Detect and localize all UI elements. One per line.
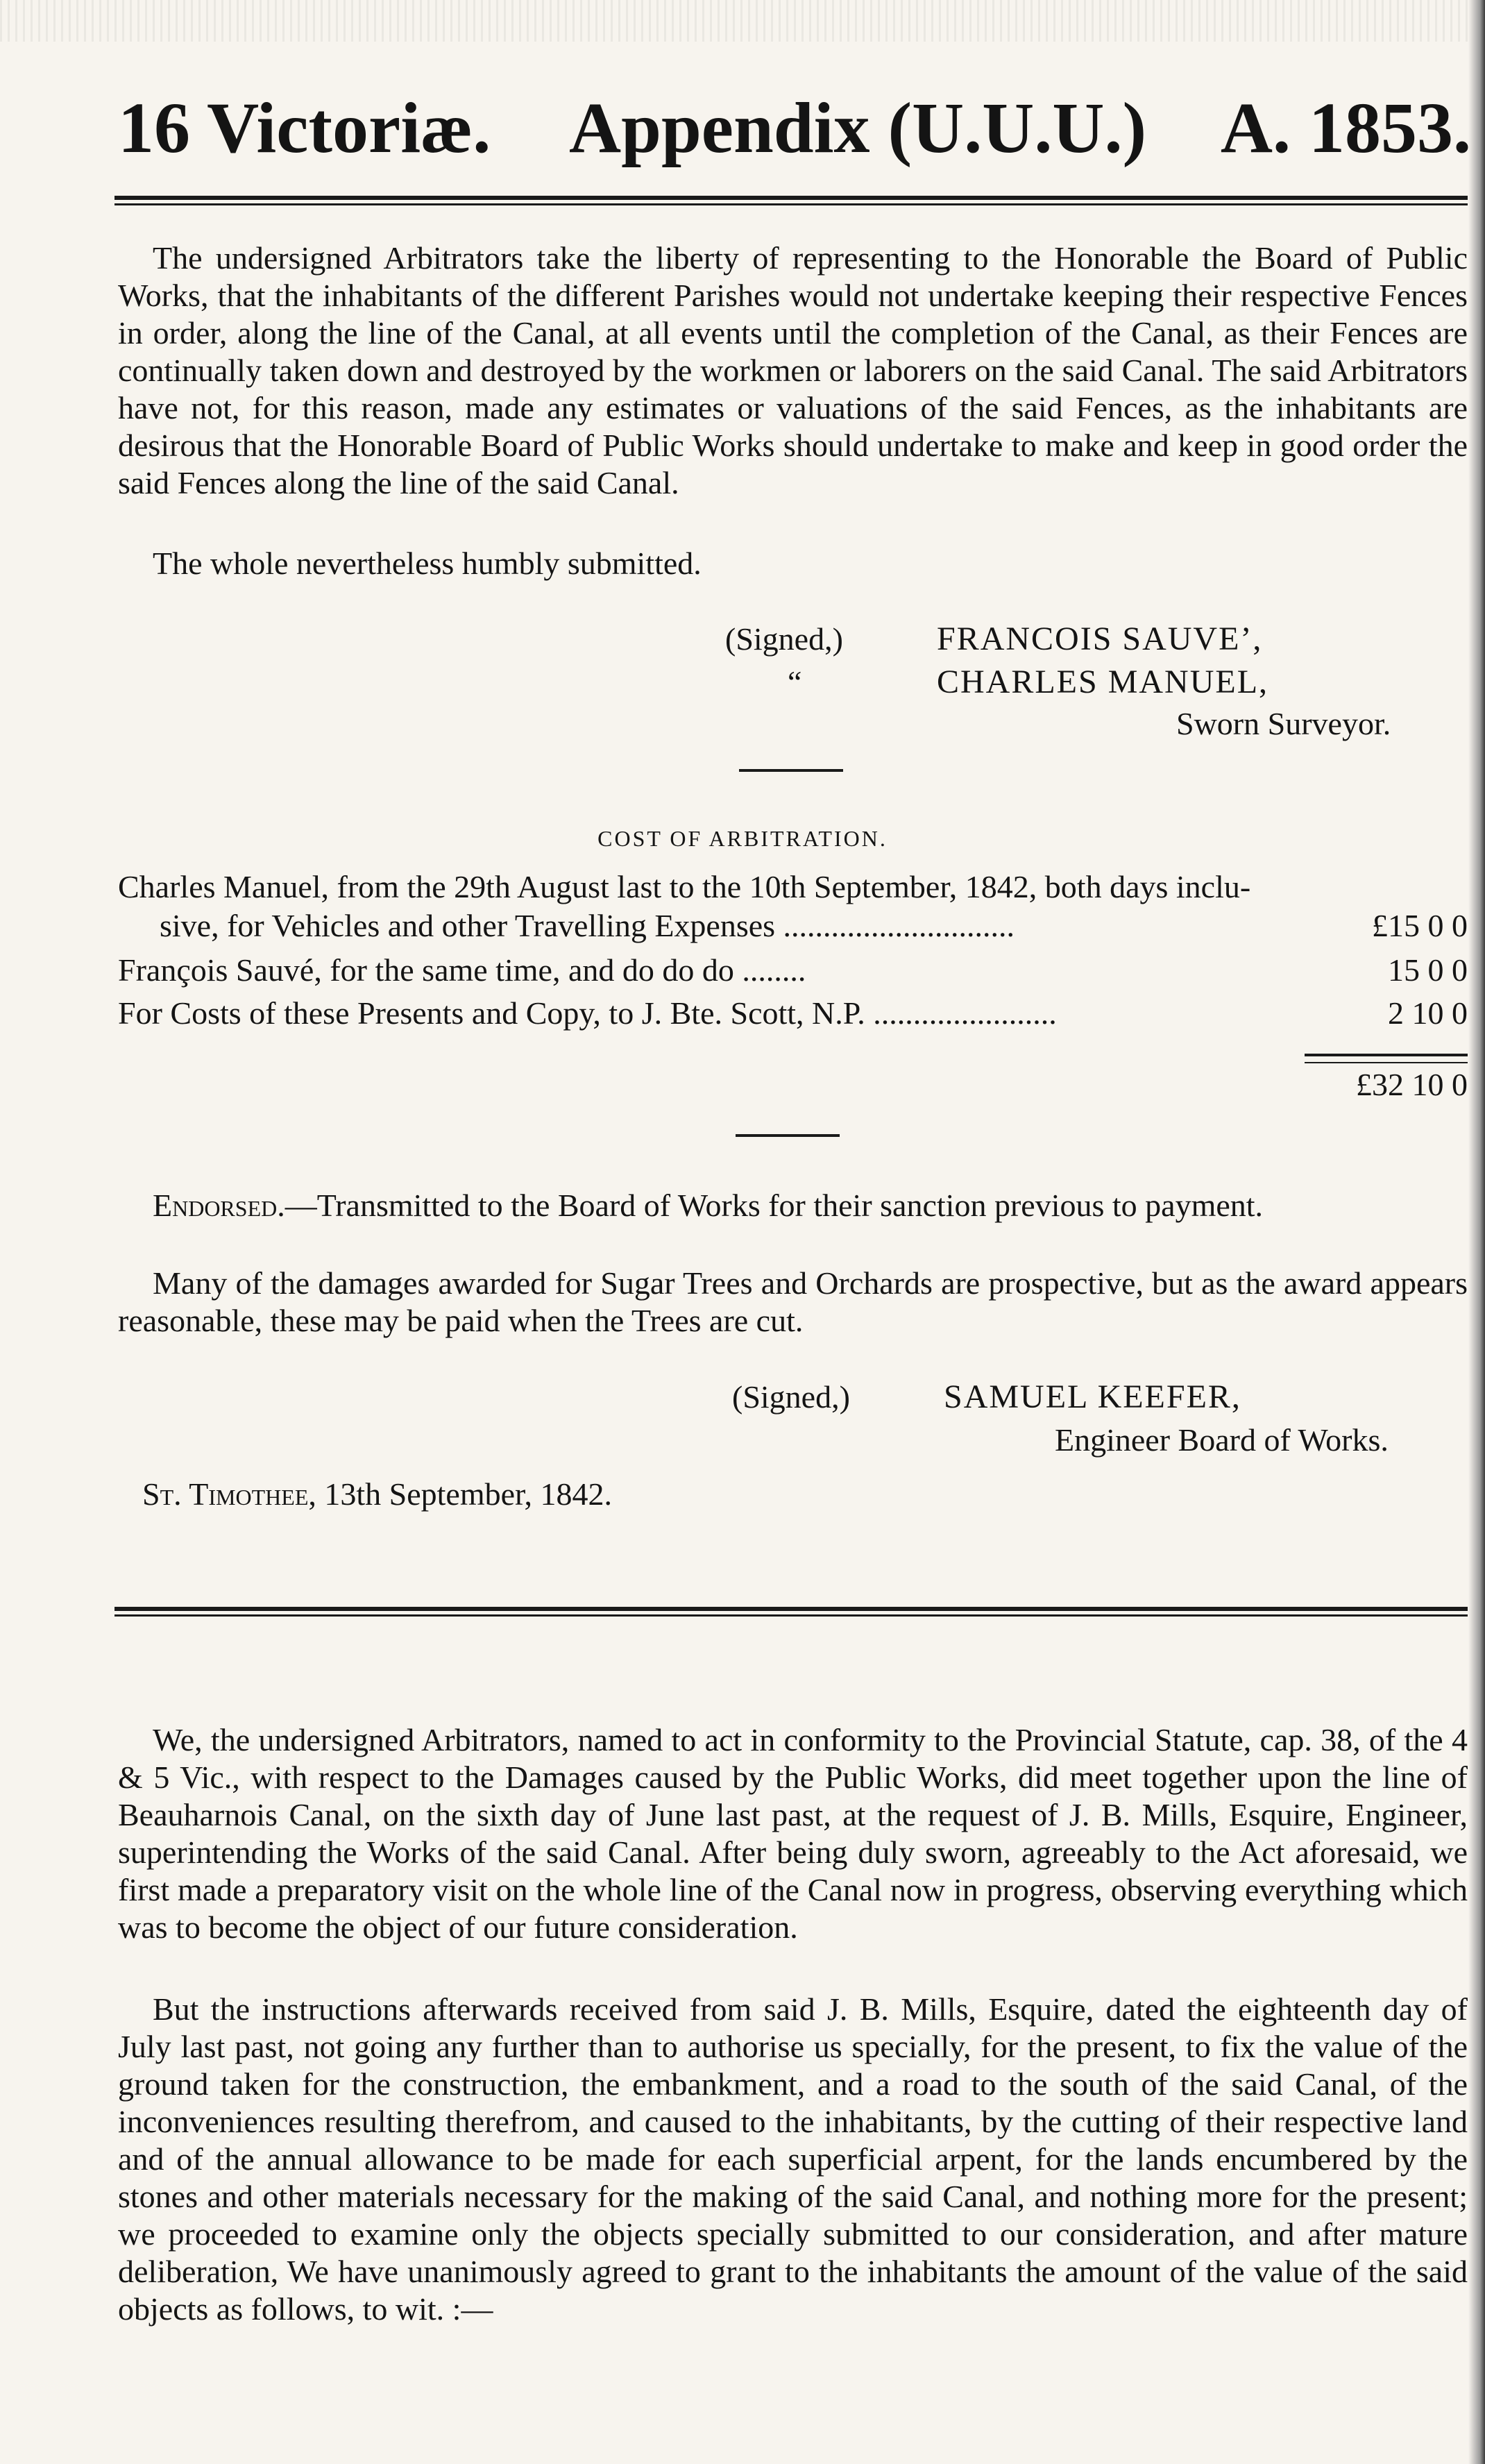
- paragraph-submitted-text: The whole nevertheless humbly submitted.: [153, 546, 702, 581]
- paragraph-fences-text: The undersigned Arbitrators take the liberty of representing to the Honorable the Board of Public Works, that the inhabitants of the different Parishes would not undertake keeping their respective Fences in order, along the line of the Canal, at all events until the completion of the Canal, as their Fences are continually taken down and destroyed by the workmen or laborers on the said Canal. The said Arbitrators have not, for this reason, made any estimates or valuations of the said Fences, as the inhabitants are desirous that the Honorable Board of Public Works should undertake to make and keep in good order the said Fences along the line of the said Canal.: [118, 240, 1468, 500]
- running-header: [118, 76, 1471, 180]
- signatory-keefer: SAMUEL KEEFER,: [944, 1378, 1241, 1415]
- total-rule: [1305, 1054, 1468, 1063]
- cost-amount-copy: 2 10 0: [1388, 995, 1468, 1031]
- cost-line-sauve: François Sauvé, for the same time, and do do do ........: [118, 952, 806, 988]
- header-appendix: Appendix (U.U.U.): [569, 88, 1147, 168]
- cost-amount-manuel: £15 0 0: [1372, 908, 1468, 943]
- dateline-date: 13th September, 1842.: [316, 1476, 613, 1512]
- signatory-keefer-title: Engineer Board of Works.: [1055, 1422, 1389, 1458]
- paragraph-submitted: [118, 545, 1468, 582]
- endorsed-text: —Transmitted to the Board of Works for their sanction previous to payment.: [285, 1188, 1264, 1223]
- section-divider-2: [736, 1134, 840, 1137]
- signed-label: (Signed,): [725, 621, 843, 657]
- signed-label-2: (Signed,): [732, 1379, 850, 1415]
- dateline: [142, 1475, 612, 1514]
- cost-total: £32 10 0: [1356, 1067, 1468, 1102]
- paragraph-fences: [118, 239, 1468, 502]
- signatory-sauve: FRANCOIS SAUVE’,: [937, 621, 1263, 657]
- paper-speckle: [0, 0, 1485, 42]
- paragraph-endorsed: [118, 1187, 1468, 1224]
- dateline-place: St. Timothee,: [142, 1476, 316, 1512]
- header-rule: [114, 196, 1468, 205]
- paragraph-instructions-text: But the instructions afterwards received from said J. B. Mills, Esquire, dated the eighteenth day of July last past, not going any further than to authorise us specially, for the present, to fix the value of the ground taken for the construction, the embankment, and a road to the south of the said Canal, of the inconveniences resulting therefrom, and caused to the inhabitants, by the cutting of their respective land and of the annual allowance to be made for each superficial arpent, for the lands encumbered by the stones and other materials necessary for the making of the said Canal, and nothing more for the present; we proceeded to examine only the objects specially submitted to our consideration, and after mature deliberation, We have unanimously agreed to grant to the inhabitants the amount of the value of the said objects as follows, to wit. :—: [118, 1991, 1468, 2327]
- endorsed-label: Endorsed.: [153, 1188, 285, 1223]
- paragraph-arbitrators: [118, 1721, 1468, 1946]
- header-regnal-year: 16 Victoriæ.: [118, 88, 491, 168]
- cost-line-copy: For Costs of these Presents and Copy, to J. Bte. Scott, N.P. .......................: [118, 995, 1057, 1031]
- page-edge-shadow: [1468, 0, 1485, 2464]
- paragraph-damages-text: Many of the damages awarded for Sugar Trees and Orchards are prospective, but as the award appears reasonable, these may be paid when the Trees are cut.: [118, 1265, 1468, 1338]
- cost-title: COST OF ARBITRATION.: [597, 826, 888, 851]
- header-year: A. 1853.: [1220, 88, 1471, 168]
- signatory-manuel: CHARLES MANUEL,: [937, 664, 1269, 700]
- cost-line-manuel-cont: sive, for Vehicles and other Travelling Expenses .............................: [160, 908, 1015, 943]
- cost-amount-sauve: 15 0 0: [1388, 952, 1468, 988]
- signatory-title: Sworn Surveyor.: [1176, 706, 1391, 741]
- paragraph-instructions: [118, 1991, 1468, 2328]
- cost-line-manuel: Charles Manuel, from the 29th August last to the 10th September, 1842, both days inclu-: [118, 869, 1251, 904]
- ditto-mark: “: [788, 664, 802, 700]
- paragraph-arbitrators-text: We, the undersigned Arbitrators, named to act in conformity to the Provincial Statute, cap. 38, of the 4 & 5 Vic., with respect to the Damages caused by the Public Works, did meet together upon the line of Beauharnois Canal, on the sixth day of June last past, at the request of J. B. Mills, Esquire, Engineer, superintending the Works of the said Canal. After being duly sworn, agreeably to the Act aforesaid, we first made a preparatory visit on the whole line of the Canal now in progress, observing everything which was to become the object of our future consideration.: [118, 1722, 1468, 1945]
- section-rule: [114, 1607, 1468, 1617]
- section-divider: [739, 769, 843, 772]
- paragraph-damages: [118, 1265, 1468, 1340]
